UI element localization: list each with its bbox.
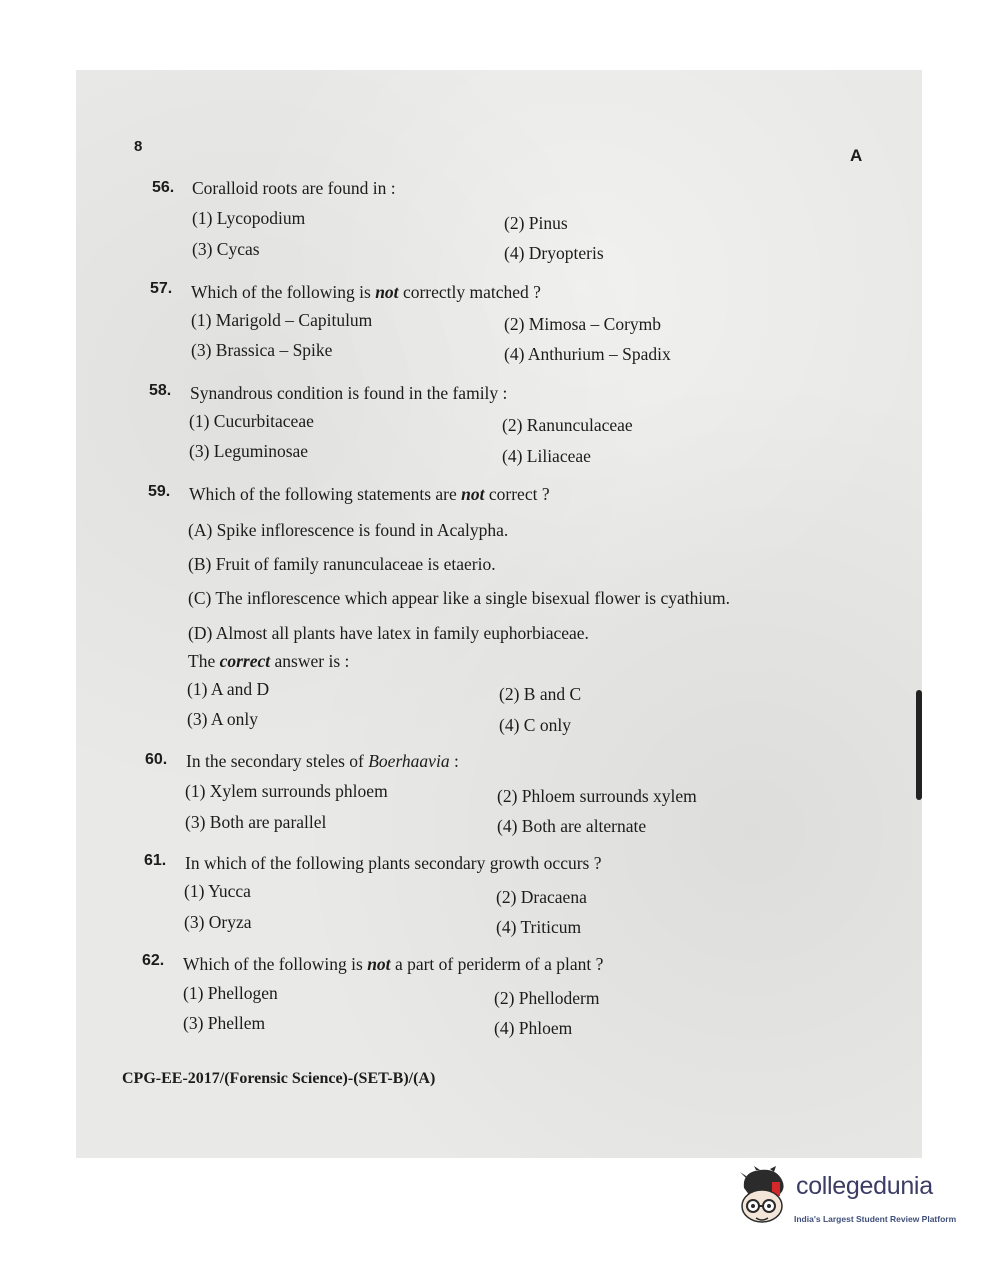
question-text: Synandrous condition is found in the family :: [190, 383, 508, 403]
option-1: (1) Phellogen: [183, 983, 278, 1003]
question-number: 56.: [152, 179, 175, 196]
scanned-page: [76, 70, 922, 1158]
option-1: (1) Lycopodium: [192, 208, 306, 228]
option-1: (1) Marigold – Capitulum: [191, 310, 373, 330]
option-3: (3) Oryza: [184, 912, 252, 932]
answer-prompt: The correct answer is :: [188, 651, 350, 671]
option-4: (4) Anthurium – Spadix: [504, 344, 671, 364]
question-text: In which of the following plants secondary growth occurs ?: [185, 853, 602, 873]
exam-code-footer: CPG-EE-2017/(Forensic Science)-(SET-B)/(A): [122, 1070, 436, 1087]
option-3: (3) Cycas: [192, 239, 260, 259]
question-text: In the secondary steles of Boerhaavia :: [186, 751, 459, 771]
question-text: Which of the following statements are not correct ?: [189, 484, 550, 504]
set-letter: A: [850, 146, 863, 165]
option-4: (4) Liliaceae: [502, 446, 591, 466]
statement-c: (C) The inflorescence which appear like a single bisexual flower is cyathium.: [188, 588, 730, 608]
page-number: 8: [134, 138, 143, 155]
question-number: 61.: [144, 852, 167, 869]
statement-d: (D) Almost all plants have latex in family euphorbiaceae.: [188, 623, 589, 643]
brand-logo: [736, 1166, 966, 1236]
question-number: 59.: [148, 483, 171, 500]
option-4: (4) C only: [499, 715, 571, 735]
option-3: (3) Leguminosae: [189, 441, 309, 461]
option-2: (2) B and C: [499, 684, 582, 704]
option-3: (3) Phellem: [183, 1013, 266, 1033]
option-2: (2) Phelloderm: [494, 988, 600, 1008]
brand-name: collegedunia: [796, 1172, 933, 1200]
option-4: (4) Triticum: [496, 917, 582, 937]
question-text: Which of the following is not correctly matched ?: [191, 282, 541, 302]
option-3: (3) Brassica – Spike: [191, 340, 333, 360]
question-number: 62.: [142, 952, 165, 969]
option-4: (4) Dryopteris: [504, 243, 604, 263]
question-number: 60.: [145, 751, 168, 768]
question-text: Coralloid roots are found in :: [192, 178, 396, 198]
option-2: (2) Pinus: [504, 213, 568, 233]
option-2: (2) Ranunculaceae: [502, 415, 633, 435]
statement-b: (B) Fruit of family ranunculaceae is etaerio.: [188, 554, 496, 574]
statement-a: (A) Spike inflorescence is found in Acalypha.: [188, 520, 509, 540]
scan-shadow-edge: [916, 690, 922, 800]
option-1: (1) Xylem surrounds phloem: [185, 781, 388, 801]
option-1: (1) Yucca: [184, 881, 251, 901]
question-number: 57.: [150, 280, 173, 297]
question-number: 58.: [149, 382, 172, 399]
option-2: (2) Mimosa – Corymb: [504, 314, 662, 334]
option-2: (2) Dracaena: [496, 887, 587, 907]
student-mascot-icon: [736, 1166, 796, 1228]
brand-tagline: India's Largest Student Review Platform: [794, 1214, 957, 1224]
option-1: (1) A and D: [187, 679, 270, 699]
option-1: (1) Cucurbitaceae: [189, 411, 314, 431]
option-3: (3) Both are parallel: [185, 812, 327, 832]
question-text: Which of the following is not a part of periderm of a plant ?: [183, 954, 604, 974]
option-4: (4) Phloem: [494, 1018, 573, 1038]
option-4: (4) Both are alternate: [497, 816, 647, 836]
option-2: (2) Phloem surrounds xylem: [497, 786, 697, 806]
option-3: (3) A only: [187, 709, 258, 729]
